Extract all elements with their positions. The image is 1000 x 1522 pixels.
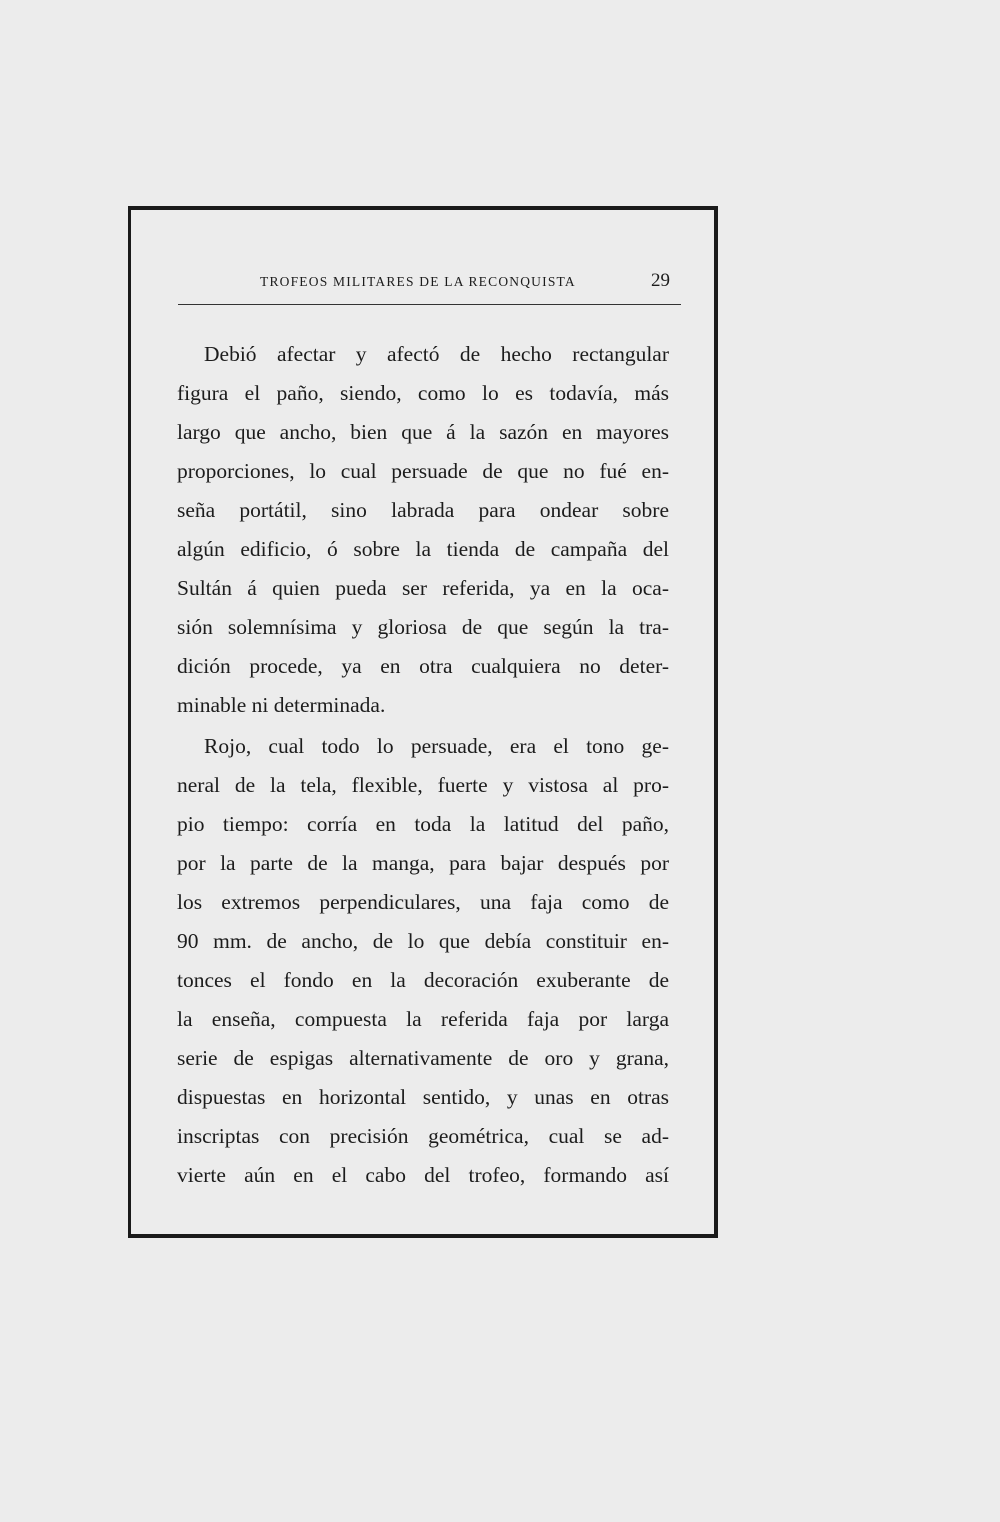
text-line: Sultán á quien pueda ser referida, ya en la oca- — [177, 576, 669, 600]
text-line: serie de espigas alternativamente de oro y grana, — [177, 1046, 669, 1070]
header-rule — [178, 304, 681, 305]
text-line: tonces el fondo en la decoración exuberante de — [177, 968, 669, 992]
text-line: pio tiempo: corría en toda la latitud del paño, — [177, 812, 669, 836]
text-line: vierte aún en el cabo del trofeo, formando así — [177, 1163, 669, 1187]
text-line: dición procede, ya en otra cualquiera no deter- — [177, 654, 669, 678]
text-line: 90 mm. de ancho, de lo que debía constituir en- — [177, 929, 669, 953]
text-line: minable ni determinada. — [177, 693, 386, 717]
body-text — [177, 335, 669, 1195]
text-line: algún edificio, ó sobre la tienda de campaña del — [177, 537, 669, 561]
text-line: figura el paño, siendo, como lo es todavía, más — [177, 381, 669, 405]
paragraph — [177, 727, 669, 1195]
text-line: dispuestas en horizontal sentido, y unas en otras — [177, 1085, 669, 1109]
paragraph — [177, 335, 669, 725]
running-title: TROFEOS MILITARES DE LA RECONQUISTA — [260, 274, 576, 289]
page-number: 29 — [651, 270, 670, 291]
text-line: neral de la tela, flexible, fuerte y vistosa al pro- — [177, 773, 669, 797]
text-line: inscriptas con precisión geométrica, cual se ad- — [177, 1124, 669, 1148]
text-line: Rojo, cual todo lo persuade, era el tono ge- — [204, 734, 669, 758]
text-line: seña portátil, sino labrada para ondear sobre — [177, 498, 669, 522]
text-line: por la parte de la manga, para bajar después por — [177, 851, 669, 875]
text-line: proporciones, lo cual persuade de que no fué en- — [177, 459, 669, 483]
text-line: los extremos perpendiculares, una faja como de — [177, 890, 669, 914]
text-line: largo que ancho, bien que á la sazón en mayores — [177, 420, 669, 444]
text-line: Debió afectar y afectó de hecho rectangular — [204, 342, 669, 366]
text-line: sión solemnísima y gloriosa de que según la tra- — [177, 615, 669, 639]
running-header — [178, 270, 674, 298]
text-line: la enseña, compuesta la referida faja por larga — [177, 1007, 669, 1031]
